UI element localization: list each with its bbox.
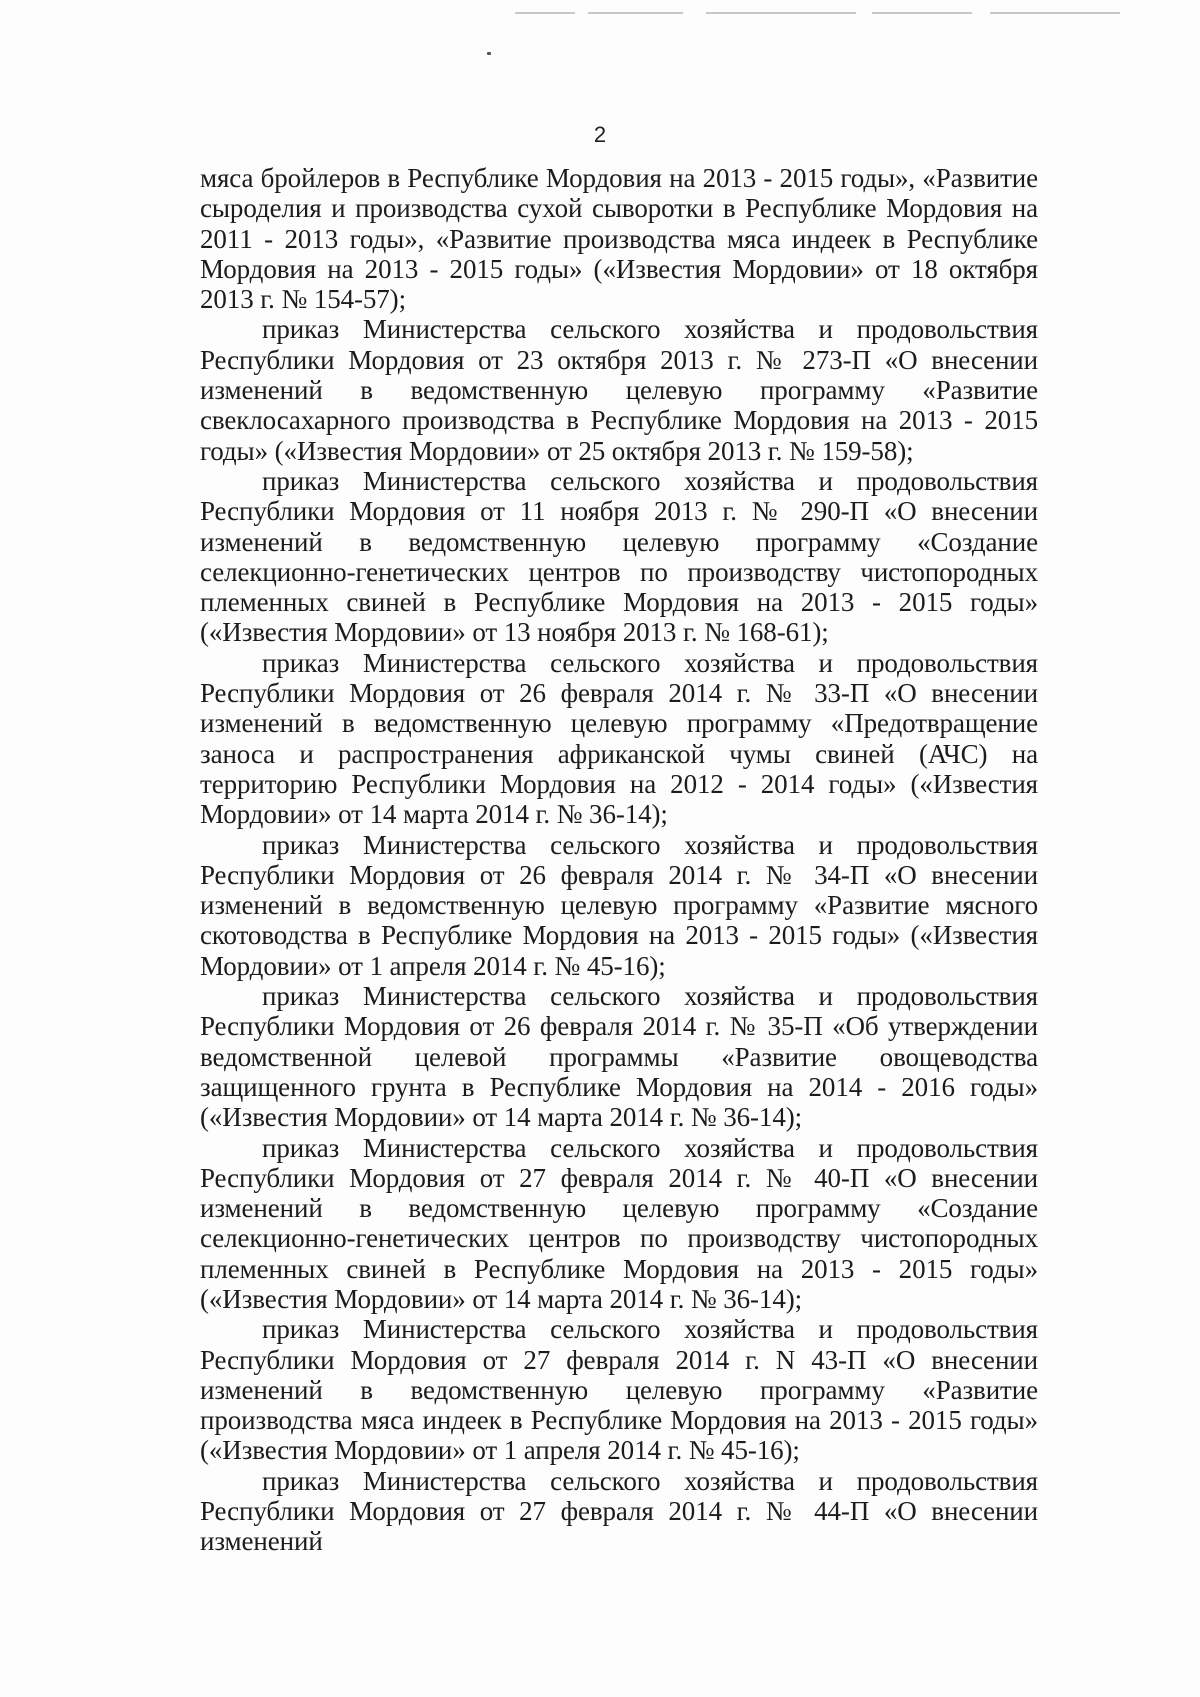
page-number: 2 [593, 122, 607, 147]
paragraph-continuation: мяса бройлеров в Республике Мордовия на 2013 - 2015 годы», «Развитие сыроделия и производства сухой сыворотки в Республике Мордовия на 2011 - 2013 годы», «Развитие производства мяса индеек в Республике Мордовия на 2013 - 2015 годы» («Известия Мордовии» от 18 октября 2013 г. № 154-57); [200, 163, 1038, 315]
scan-artifact-line [515, 12, 575, 14]
paragraph-order-33-p: приказ Министерства сельского хозяйства и продовольствия Республики Мордовия от 26 февраля 2014 г. № 33-П «О внесении изменений в ведомственную целевую программу «Предотвращение заноса и распространения африканской чумы свиней (АЧС) на территорию Республики Мордовия на 2012 - 2014 годы» («Известия Мордовии» от 14 марта 2014 г. № 36-14); [200, 647, 1038, 830]
scan-artifact-line [990, 12, 1120, 14]
document-body [200, 163, 1038, 1557]
scan-artifact-line [588, 12, 683, 14]
paragraph-order-43-p: приказ Министерства сельского хозяйства и продовольствия Республики Мордовия от 27 февраля 2014 г. N 43-П «О внесении изменений в ведомственную целевую программу «Развитие производства мяса индеек в Республике Мордовия на 2013 - 2015 годы» («Известия Мордовии» от 1 апреля 2014 г. № 45-16); [200, 1314, 1038, 1466]
paragraph-order-40-p: приказ Министерства сельского хозяйства и продовольствия Республики Мордовия от 27 февраля 2014 г. № 40-П «О внесении изменений в ведомственную целевую программу «Создание селекционно-генетических центров по производству чистопородных племенных свиней в Республике Мордовия на 2013 - 2015 годы» («Известия Мордовии» от 14 марта 2014 г. № 36-14); [200, 1132, 1038, 1314]
paragraph-order-34-p: приказ Министерства сельского хозяйства и продовольствия Республики Мордовия от 26 февраля 2014 г. № 34-П «О внесении изменений в ведомственную целевую программу «Развитие мясного скотоводства в Республике Мордовия на 2013 - 2015 годы» («Известия Мордовии» от 1 апреля 2014 г. № 45-16); [200, 829, 1038, 981]
scan-artifact-line [872, 12, 972, 14]
paragraph-order-44-p: приказ Министерства сельского хозяйства и продовольствия Республики Мордовия от 27 февраля 2014 г. № 44-П «О внесении изменений [200, 1465, 1038, 1557]
paragraph-order-273-p: приказ Министерства сельского хозяйства и продовольствия Республики Мордовия от 23 октября 2013 г. № 273-П «О внесении изменений в ведомственную целевую программу «Развитие свеклосахарного производства в Республике Мордовия на 2013 - 2015 годы» («Известия Мордовии» от 25 октября 2013 г. № 159-58); [200, 314, 1038, 466]
scan-artifact-dot [487, 52, 491, 55]
paragraph-order-290-p: приказ Министерства сельского хозяйства и продовольствия Республики Мордовия от 11 ноября 2013 г. № 290-П «О внесении изменений в ведомственную целевую программу «Создание селекционно-генетических центров по производству чистопородных племенных свиней в Республике Мордовия на 2013 - 2015 годы» («Известия Мордовии» от 13 ноября 2013 г. № 168-61); [200, 465, 1038, 648]
paragraph-order-35-p: приказ Министерства сельского хозяйства и продовольствия Республики Мордовия от 26 февраля 2014 г. № 35-П «Об утверждении ведомственной целевой программы «Развитие овощеводства защищенного грунта в Республике Мордовия на 2014 - 2016 годы» («Известия Мордовии» от 14 марта 2014 г. № 36-14); [200, 981, 1038, 1133]
scan-artifact-line [706, 12, 856, 14]
